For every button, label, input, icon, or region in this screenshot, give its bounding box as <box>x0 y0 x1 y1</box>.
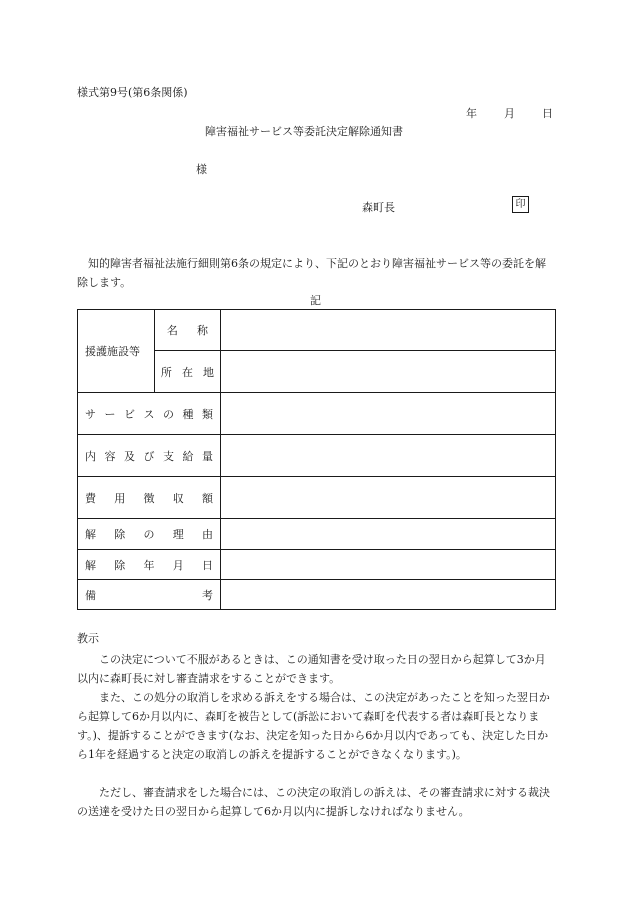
table-row <box>78 310 556 351</box>
content-amount-value <box>221 435 556 477</box>
table-row <box>78 519 556 550</box>
form-number: 様式第9号(第6条関係) <box>77 86 188 99</box>
date-day-label: 日 <box>542 107 553 120</box>
cancellation-date-value <box>221 550 556 580</box>
fee-collection-label: 費 用 徴 収 額 <box>78 477 221 519</box>
facility-name-value <box>221 310 556 351</box>
service-type-label: サ ー ビ ス の 種 類 <box>78 393 221 435</box>
facility-name-label: 名 称 <box>154 310 220 351</box>
seal-stamp: 印 <box>512 196 529 213</box>
table-row <box>78 435 556 477</box>
service-type-value <box>221 393 556 435</box>
instruction-heading: 教示 <box>77 632 99 645</box>
instruction-paragraph-1: この決定について不服があるときは、この通知書を受け取った日の翌日から起算して3か月以内に森町長に対し審査請求をすることができます。 <box>77 653 546 685</box>
body-text: 知的障害者福祉法施行細則第6条の規定により、下記のとおり障害福祉サービス等の委託を解除します。 <box>77 257 546 289</box>
issuer-title: 森町長 <box>362 201 395 214</box>
fee-collection-value <box>221 477 556 519</box>
facility-group-label: 援護施設等 <box>78 310 155 393</box>
remarks-label: 備 考 <box>78 580 221 610</box>
table-row <box>78 393 556 435</box>
instruction-paragraph-3: ただし、審査請求をした場合には、この決定の取消しの訴えは、その審査請求に対する裁決の送達を受けた日の翌日から起算して6か月以内に提訴しなければなりません。 <box>77 786 550 818</box>
ki-heading: 記 <box>310 294 321 307</box>
date-month-label: 月 <box>504 107 515 120</box>
instruction-paragraph-2: また、この処分の取消しを求める訴えをする場合は、この決定があったことを知った翌日から起算して6か月以内に、森町を被告として(訴訟において森町を代表する者は森町長となります。)、提訴することができます(なお、決定を知った日から6か月以内であっても、決定した日から1年を経過すると決定の取消しの訴えを提訴することができなくなります。)。 <box>77 691 550 761</box>
table-row <box>78 580 556 610</box>
cancellation-reason-label: 解 除 の 理 由 <box>78 519 221 550</box>
facility-address-value <box>221 351 556 393</box>
table-row <box>78 477 556 519</box>
detail-table <box>77 309 556 610</box>
cancellation-date-label: 解 除 年 月 日 <box>78 550 221 580</box>
recipient-honorific: 様 <box>196 163 207 176</box>
date-line <box>466 105 553 121</box>
remarks-value <box>221 580 556 610</box>
facility-address-label: 所 在 地 <box>154 351 220 393</box>
date-year-label: 年 <box>466 107 477 120</box>
table-row <box>78 550 556 580</box>
content-amount-label: 内 容 及 び 支 給 量 <box>78 435 221 477</box>
document-title: 障害福祉サービス等委託決定解除通知書 <box>205 125 403 138</box>
cancellation-reason-value <box>221 519 556 550</box>
